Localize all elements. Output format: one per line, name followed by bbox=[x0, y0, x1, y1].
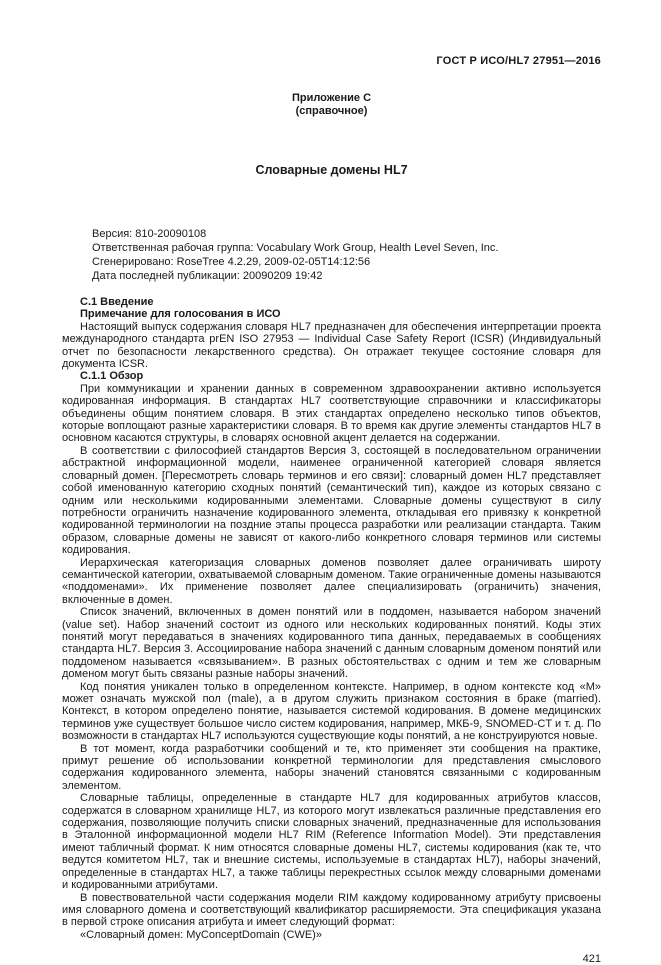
meta-line: Дата последней публикации: 20090209 19:42 bbox=[92, 270, 323, 282]
paragraph: Код понятия уникален только в определенном контексте. Например, в одном контексте код «M» может означать мужской пол (male), а в другом служить признаком состояния в браке (married). Контекст, в котором определено понятие, называется системой кодирования. В домене медицинских терминов уже существует большое число систем кодирования, например, МКБ-9, SNOMED-CT и т. д. По возможности в стандартах HL7 используются существующие коды понятий, а не конструируются новые. bbox=[62, 680, 601, 743]
meta-line: Сгенерировано: RoseTree 4.2.29, 2009-02-05T14:12:56 bbox=[92, 256, 371, 268]
body-text bbox=[62, 296, 601, 941]
meta-line: Версия: 810-20090108 bbox=[92, 228, 207, 240]
meta-line: Ответственная рабочая группа: Vocabulary Work Group, Health Level Seven, Inc. bbox=[92, 242, 499, 254]
paragraph: В соответствии с философией стандартов Версия 3, состоящей в последовательном ограничении абстрактной информационной модели, наименее ограниченной категорией словаря является словарный домен. [Пересмотреть словарь терминов и его связи]: словарный домен HL7 представляет собой именованную категорию сходных понятий (семантический тип), каждое из которых связано с одним или несколькими кодированными элементами. Словарные домены существуют в силу потребности ограничить назначение кодированного элемента, откладывая его привязку к конкретной кодированной терминологии на поздние этапы процесса разработки или реализации стандарта. Таким образом, словарные домены не зависят от какого-либо конкретного словаря терминов или системы кодирования. bbox=[62, 444, 601, 557]
section-heading: С.1.1 Обзор bbox=[80, 370, 144, 383]
paragraph: Настоящий выпуск содержания словаря HL7 предназначен для обеспечения интерпретации проекта международного стандарта prEN ISO 27953 — Individual Case Safety Report (ICSR) (Индивидуальный отчет по безопасности лекарственного средства). Он отражает текущее состояние словаря для документа ICSR. bbox=[62, 320, 601, 371]
paragraph: Иерархическая категоризация словарных доменов позволяет далее ограничивать широту семантической категории, охватываемой словарным доменом. Такие ограниченные домены называются «поддоменами». Их применение позволяет далее специализировать (ограничить) значения, включенные в домен. bbox=[62, 556, 601, 606]
paragraph: Список значений, включенных в домен понятий или в поддомен, называется набором значений (value set). Набор значений состоит из одного или нескольких кодированных понятий. Коды этих понятий могут передаваться в значениях кодированного типа данных, передаваемых в сообщениях стандарта HL7. Версия 3. Ассоциирование набора значений с данным словарным доменом понятий или поддоменом называется «связыванием». В разных обстоятельствах с одним и тем же словарным доменом могут быть связаны разные наборы значений. bbox=[62, 606, 601, 681]
doc-code: ГОСТ Р ИСО/HL7 27951—2016 bbox=[436, 55, 601, 67]
paragraph: При коммуникации и хранении данных в современном здравоохранении активно используется кодированная информация. В стандартах HL7 соответствующие справочники и классификаторы объединены общим понятием словаря. В этих стандартах определено несколько типов объектов, которые воплощают разные характеристики словаря. В то время как другие элементы стандартов HL7 в основном касаются структуры, в словарях основной акцент делается на содержании. bbox=[62, 382, 601, 445]
annex-type: (справочное) bbox=[295, 105, 368, 117]
annex-label: Приложение С bbox=[291, 92, 372, 104]
meta-block bbox=[92, 227, 601, 283]
paragraph: В повествовательной части содержания модели RIM каждому кодированному атрибуту присвоены имя словарного домена и соответствующий квалификатор расширяемости. Эта спецификация указана в первой строке описания атрибута и имеет следующий формат: bbox=[62, 891, 601, 929]
paragraph: В тот момент, когда разработчики сообщений и те, кто применяет эти сообщения на практике, примут решение об использовании конкретной терминологии для представления смыслового содержания кодированного элемента, наборы значений становятся связанными с кодированным элементом. bbox=[62, 742, 601, 792]
page-number: 421 bbox=[582, 953, 601, 965]
section-heading: Примечание для голосования в ИСО bbox=[80, 308, 281, 321]
paragraph: «Словарный домен: MyConceptDomain (CWE)» bbox=[80, 928, 322, 941]
page-title: Словарные домены HL7 bbox=[255, 163, 408, 177]
paragraph: Словарные таблицы, определенные в стандарте HL7 для кодированных атрибутов классов, содержатся в словарном хранилище HL7, из которого могут извлекаться различные представления его содержания, позволяющие получить списки словарных значений, предназначенные для использования в Эталонной информационной модели HL7 RIM (Reference Information Model). Эти представления имеют табличный формат. К ним относятся словарные домены HL7, системы кодирования (как те, что ведутся комитетом HL7, так и внешние системы, используемые в стандартах HL7), наборы значений, определенные в стандартах HL7, а также таблицы перекрестных ссылок между словарными доменами и кодированными атрибутами. bbox=[62, 792, 601, 892]
section-heading: С.1 Введение bbox=[80, 296, 154, 308]
annex-heading bbox=[62, 92, 601, 118]
